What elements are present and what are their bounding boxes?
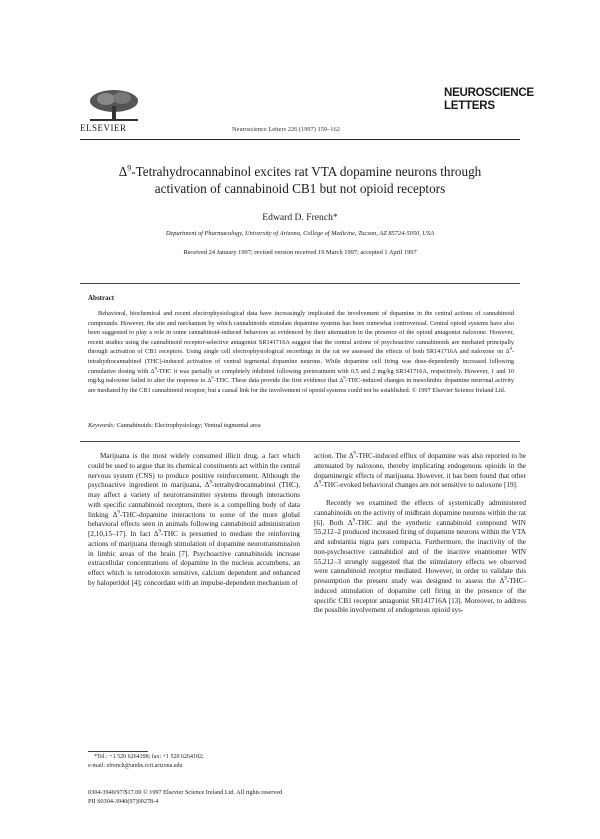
abstract-text: Behavioral, biochemical and recent electrophysiological data have increasingly implicated the involvement of dopamine in the central actions of cannabinoid compounds. However, the site and mechanism by which cannabinoids stimulate dopamine systems has been somewhat controversial. Central opioid systems have also been suggested to play a role in some cannabinoid-induced behaviors as evidenced by their attenuation in the presence of the opioid antagonist naloxone. However, recent studies using the cannabinoid receptor-selective antagonist SR141716A suggest that the central actions of psychoactive cannabinoids are mediated principally through activation of CB1 receptors. Using single cell electrophysiological recordings in the rat we assessed the effects of both SR141716A and naloxone on $\Delta^9$-tetrahydrocannabinol (THC)-induced activation of ventral tegmental dopamine neurons. While dopamine cell firing was dose-dependently increased following cumulative dosing with $\Delta^9$-THC it was partially or completely inhibited following pretreatment with 0.5 and 2 mg/kg SR141716A, respectively. However, 1 and 10 mg/kg naloxone failed to alter the response to $\Delta^9$-THC. These data provide the first evidence that $\Delta^9-THC$-induced changes in mesolimbic dopamine neuronal activity are mediated by the CB1 cannabinoid receptor, but a causal link for the involvement of opioid systems could not be established. © 1997 Elsevier Science Ireland Ltd. (88, 310, 515, 394)
title-line2: activation of cannabinoid CB1 but not opioid receptors (154, 181, 446, 196)
journal-brand-line1: NEUROSCIENCE (444, 85, 534, 99)
keywords-list: Cannabinoids; Electrophysiology; Ventral tegmental area (115, 422, 261, 429)
elsevier-tree-logo-icon (84, 88, 144, 122)
received-dates: Received 24 January 1997; revised version received 19 March 1997; accepted 1 April 1997 (183, 249, 417, 256)
copyright-line: 0304-3940/97/$17.00 © 1997 Elsevier Science Ireland Ltd. All rights reserved (88, 789, 283, 796)
paragraph: Marijuana is the most widely consumed illicit drug, a fact which could be used to argue that its chemical constituents act within the central nervous system (CNS) to produce positive reinforcement. Although the psychoactive ingredient in marijuana, $\Delta^9$-tetrahydrocannabinol (THC), may affect a variety of neurotransmitter systems through interactions with specific cannabinoid receptors, there is a compelling body of data linking $\Delta^9-THC$-dopamine interactions to some of the more global behavioral effects seen in animals following cannabinoid administration [2,10,15–17]. In fact $\Delta^9$-THC is presumed to mediate the reinforcing actions of marijuana through stimulation of dopamine neurotransmission in limbic areas of the brain [7]. Psychoactive cannabinoids increase extracellular concentrations of dopamine in the nucleus accumbens, an effect which is tetrodotoxin sensitive, calcium dependent and enhanced by haloperidol [4]; concordant with an impulse-dependent mechanism of (88, 452, 300, 587)
paragraph: action. The $\Delta^9-THC$-induced efflux of dopamine was also reported to be attenuated by naloxone, thereby implicating endogenous opioids in the dopaminergic effects of marijuana. However, it has been found that other $\Delta^9-THC$-evoked behavioral changes are not sensitive to naloxone [19]. (314, 451, 526, 490)
abstract-heading: Abstract (88, 294, 115, 302)
body-column-left (88, 452, 300, 589)
journal-brand (444, 85, 534, 112)
abstract-top-rule (80, 283, 520, 284)
body-column-right (314, 452, 526, 616)
article-title (80, 163, 520, 197)
publisher-name: ELSEVIER (80, 123, 127, 133)
paragraph: Recently we examined the effects of systemically administered cannabinoids on the activity of midbrain dopamine neurons within the rat [6]. Both $\Delta^9$-THC and the synthetic cannabinoid compound WIN 55,212–2 produced increased firing of dopamine neurons within the VTA and substantia nigra pars compacta. Furthermore, the inactivity of the non-psychoactive cannabidiol and of the inactive enantiomer WIN 55,212–3 strongly suggested that the stimulatory effects we observed were cannabinoid receptor mediated. However, in order to validate this presumption the present study was designed to assess the $\Delta^9-THC$-induced stimulation of dopamine cell firing in the presence of the specific CB1 receptor antagonist SR141716A [13]. Moreover, to address the possible involvement of endogenous opioid sys- (314, 499, 526, 615)
keywords (88, 422, 514, 429)
title-sup: 9 (127, 163, 132, 173)
abstract-bottom-rule (80, 441, 520, 442)
journal-brand-line2: LETTERS (444, 98, 495, 112)
footnote-rule (88, 751, 148, 752)
affiliation: Department of Pharmacology, University of Arizona, College of Medicine, Tucson, AZ 85724-5050, USA (165, 230, 435, 237)
pii-line: PII S0304-3940(97)00278-4 (88, 798, 159, 805)
header-divider (80, 139, 520, 140)
keywords-label: Keywords: (88, 422, 116, 429)
journal-reference: Neuroscience Letters 226 (1997) 159–162 (232, 126, 340, 133)
footnote-email: e-mail: efrench@umbs.ccit.arizona.edu (88, 763, 183, 769)
footnote-phone: *Tel.: +1 520 6264398; fax: +1 520 6264182; (94, 754, 204, 760)
author: Edward D. French* (262, 212, 338, 223)
title-delta: Δ (118, 164, 128, 179)
title-line1-text: -Tetrahydrocannabinol excites rat VTA dopamine neurons through (131, 164, 482, 179)
